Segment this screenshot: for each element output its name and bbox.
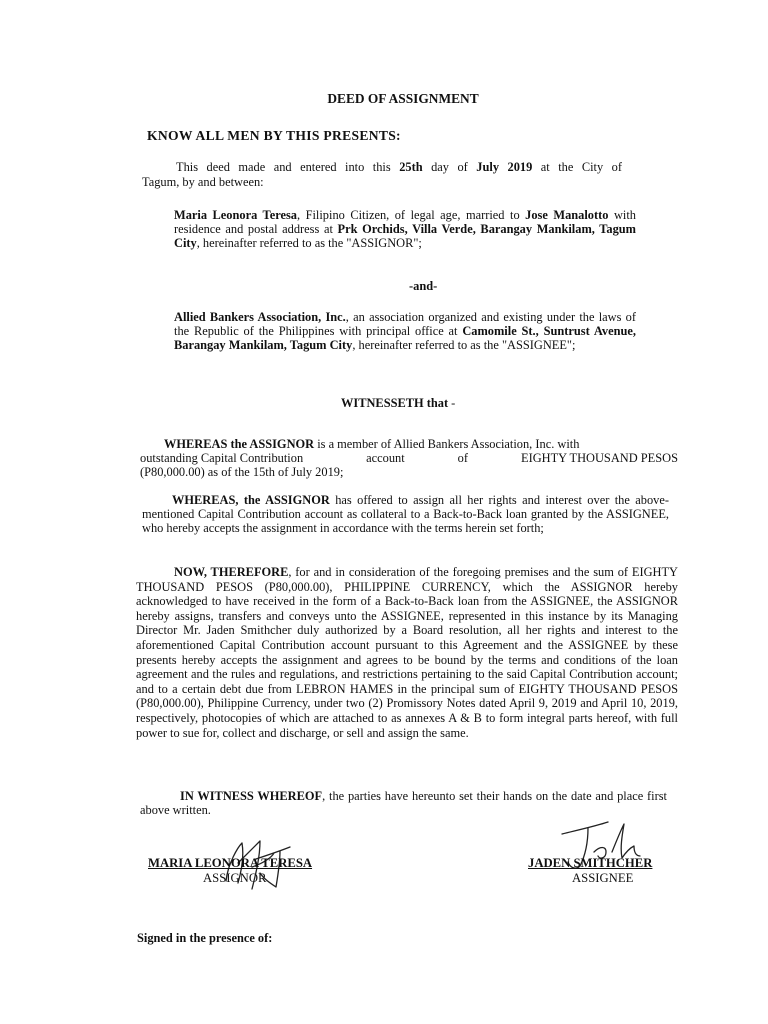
whereas-paragraph-2: WHEREAS, the ASSIGNOR has offered to assign all her rights and interest over the above-mentioned Capital Contribution account as collateral to a Back-to-Back loan granted by the ASSIGNEE, who hereby accepts the assignment in accordance with the terms herein set forth; xyxy=(142,493,669,536)
assignor-name: MARIA LEONORA TERESA xyxy=(148,856,313,870)
now-therefore-paragraph: NOW, THEREFORE, for and in consideration of the foregoing premises and the sum of EIGHTY THOUSAND PESOS (P80,000.00), PHILIPPINE CURRENCY, which the ASSIGNOR hereby acknowledged to have received in the form of a Back-to-Back loan from the ASSIGNEE, the ASSIGNOR hereby assigns, transfers and conveys unto the ASSIGNEE, represented in this instance by its Managing Director Mr. Jaden Smithcher duly authorized by a Board resolution, all her rights and interest to the aforementioned Capital Contribution account pursuant to this Agreement and the ASSIGNEE by these presents hereby accepts the assignment and agrees to be bound by the terms and conditions of the loan agreement and the rules and regulations, and restrictions pertaining to the said Capital Contribution account; and to a certain debt due from LEBRON HAMES in the principal sum of EIGHTY THOUSAND PESOS (P80,000.00), Philippine Currency, under two (2) Promissory Notes dated April 9, 2019 and April 10, 2019, respectively, photocopies of which are attached to as annexes A & B to form integral parts hereof, with full power to sue for, collect and discharge, or sell and assign the same. xyxy=(136,565,678,740)
assignee-signature xyxy=(528,856,688,886)
witnesseth-heading: WITNESSETH that - xyxy=(341,396,456,410)
assignee-name: JADEN SMITHCHER xyxy=(528,856,653,870)
intro-paragraph: This deed made and entered into this 25th day of July 2019 at the City of Tagum, by and between: xyxy=(142,160,622,189)
know-all-men-heading: KNOW ALL MEN BY THIS PRESENTS: xyxy=(147,128,401,143)
assignee-role: ASSIGNEE xyxy=(572,871,634,885)
assignor-role: ASSIGNOR xyxy=(203,871,267,885)
and-separator: -and- xyxy=(409,279,438,293)
in-witness-whereof-paragraph: IN WITNESS WHEREOF, the parties have hereunto set their hands on the date and place first above written. xyxy=(140,789,667,818)
whereas-paragraph-1: WHEREAS the ASSIGNOR is a member of Allied Bankers Association, Inc. with outstanding Capital Contribution account of EIGHTY THOUSAND PESOS (P80,000.00) as of the 15th of July 2019; xyxy=(140,437,678,480)
document-title: DEED OF ASSIGNMENT xyxy=(327,91,479,106)
assignor-signature xyxy=(148,856,348,886)
signed-in-presence-label: Signed in the presence of: xyxy=(137,931,273,945)
assignor-party-block: Maria Leonora Teresa, Filipino Citizen, of legal age, married to Jose Manalotto with residence and postal address at Prk Orchids, Villa Verde, Barangay Mankilam, Tagum City, hereinafter referred to as the "ASSIGNOR"; xyxy=(174,208,636,251)
assignee-party-block: Allied Bankers Association, Inc., an association organized and existing under the laws of the Republic of the Philippines with principal office at Camomile St., Suntrust Avenue, Barangay Mankilam, Tagum City, hereinafter referred to as the "ASSIGNEE"; xyxy=(174,310,636,353)
